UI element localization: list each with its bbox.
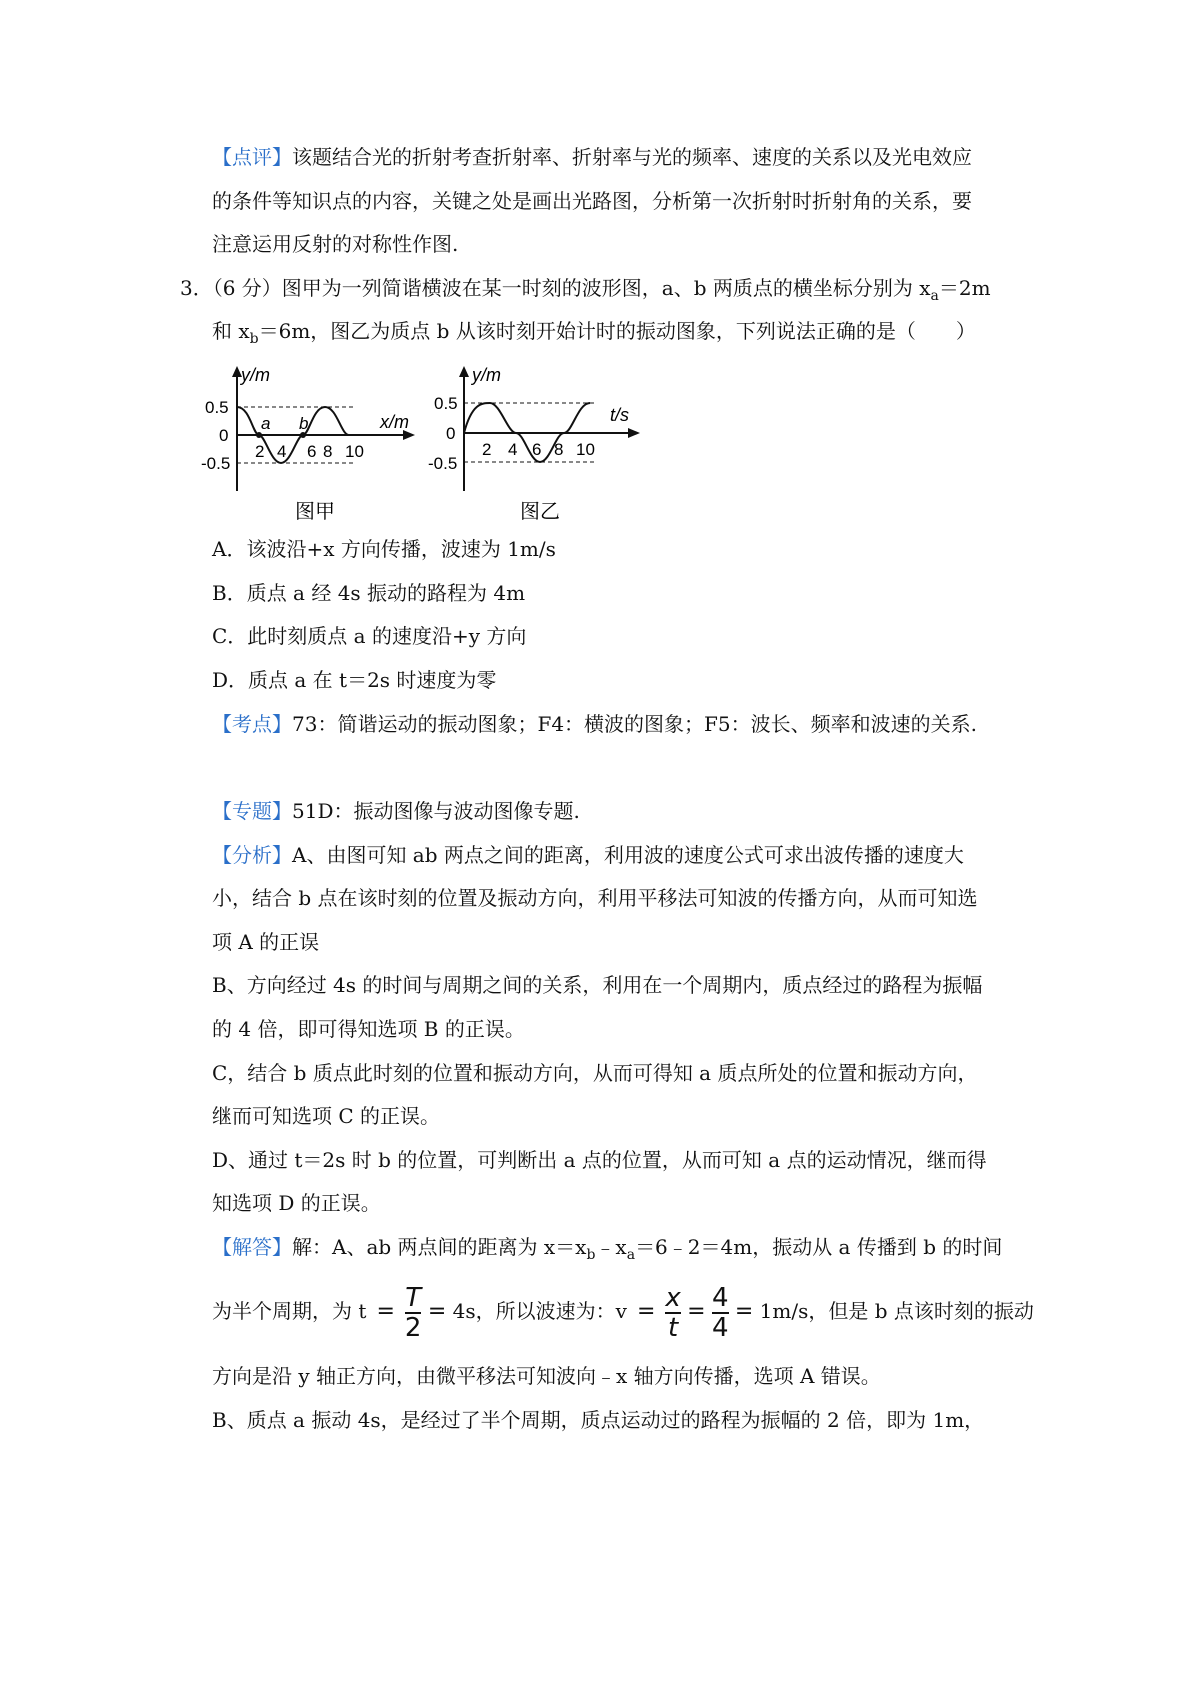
equals-sign: = <box>633 1299 660 1324</box>
fenxi-line-6: C，结合 b 质点此时刻的位置和振动方向，从而可得知 a 质点所处的位置和振动方向， <box>212 1061 978 1085</box>
jieda-text-1c: ＝6﹣2＝4m，振动从 a 传播到 b 的时间 <box>635 1235 1003 1259</box>
question-text-1a: 3．（6 分）图甲为一列简谐横波在某一时刻的波形图，a、b 两质点的横坐标分别为 x <box>180 276 931 300</box>
jieda-text-1b: ﹣x <box>595 1235 627 1259</box>
jieda-sub-a: a <box>626 1247 636 1263</box>
question-text-2a: 和 x <box>212 319 250 343</box>
question-text-1b: ＝2m <box>938 276 991 300</box>
fenxi-line-4: B、方向经过 4s 的时间与周期之间的关系，利用在一个周期内，质点经过的路程为振幅 <box>212 973 983 997</box>
yi-y-arrow <box>459 366 469 377</box>
pingyu-line-3: 注意运用反射的对称性作图. <box>212 232 459 256</box>
kaodian-tag: 【考点】 <box>212 712 292 736</box>
jia-ytick-top: 0.5 <box>205 398 229 417</box>
yi-xtick-10: 10 <box>576 440 595 459</box>
pingyu-line-1 <box>212 145 972 169</box>
jieda-text-2b: 4s，所以波速为：v <box>452 1299 627 1323</box>
zhuanti-text: 51D：振动图像与波动图像专题. <box>292 799 580 823</box>
jia-ytick-zero: 0 <box>219 426 229 445</box>
option-d: D．质点 a 在 t＝2s 时速度为零 <box>212 668 497 692</box>
frac2-denominator: t <box>665 1312 680 1342</box>
pingyu-tag: 【点评】 <box>212 145 292 169</box>
jieda-tag: 【解答】 <box>212 1235 292 1259</box>
zhuanti-line <box>212 799 580 823</box>
fenxi-line-9: 知选项 D 的正误。 <box>212 1191 381 1215</box>
fenxi-tag: 【分析】 <box>212 843 292 867</box>
fenxi-line-5: 的 4 倍，即可得知选项 B 的正误。 <box>212 1017 525 1041</box>
jia-x-label: x/m <box>380 412 409 432</box>
option-c: C．此时刻质点 a 的速度沿+y 方向 <box>212 624 527 648</box>
frac1-denominator: 2 <box>404 1312 422 1343</box>
figure-jia <box>195 363 435 528</box>
jia-xtick-4: 4 <box>277 442 287 461</box>
jieda-sub-b: b <box>586 1247 596 1263</box>
subscript-b: b <box>249 331 259 347</box>
frac2-numerator: x <box>665 1282 681 1313</box>
question-line-2 <box>212 319 976 351</box>
figure-yi <box>420 363 650 528</box>
jia-ytick-bottom: -0.5 <box>201 454 231 473</box>
yi-xtick-6: 6 <box>532 440 542 459</box>
fraction-t-over-2 <box>405 1284 422 1342</box>
option-b: B．质点 a 经 4s 振动的路程为 4m <box>212 581 526 605</box>
jia-label-a: a <box>261 414 271 433</box>
yi-y-label: y/m <box>472 365 501 385</box>
jieda-line-2 <box>212 1278 1034 1345</box>
question-line-1 <box>180 276 991 308</box>
jieda-text-2c: 1m/s，但是 b 点该时刻的振动 <box>759 1299 1034 1323</box>
option-a: A．该波沿+x 方向传播，波速为 1m/s <box>212 537 556 561</box>
yi-x-arrow <box>628 428 640 438</box>
fenxi-line-1 <box>212 843 964 867</box>
jia-label-b: b <box>299 414 309 433</box>
jieda-text-1a: 解：A、ab 两点间的距离为 x＝x <box>292 1235 587 1259</box>
equals-sign: = <box>427 1299 447 1324</box>
frac3-numerator: 4 <box>711 1282 729 1313</box>
fraction-4-over-4 <box>712 1284 729 1342</box>
fenxi-line-7: 继而可知选项 C 的正误。 <box>212 1104 441 1128</box>
frac1-numerator: T <box>405 1282 422 1313</box>
yi-xtick-2: 2 <box>482 440 492 459</box>
jia-xtick-2: 2 <box>255 442 265 461</box>
yi-x-label: t/s <box>610 405 630 425</box>
yi-caption: 图乙 <box>520 501 560 523</box>
fraction-x-over-t <box>665 1284 680 1342</box>
jieda-text-2a: 为半个周期，为 t <box>212 1299 367 1323</box>
subscript-a: a <box>930 288 939 304</box>
fenxi-line-2: 小，结合 b 点在该时刻的位置及振动方向，利用平移法可知波的传播方向，从而可知选 <box>212 886 978 910</box>
fenxi-line-3: 项 A 的正误 <box>212 930 320 954</box>
equals-sign: = <box>687 1299 706 1324</box>
zhuanti-tag: 【专题】 <box>212 799 292 823</box>
frac3-denominator: 4 <box>711 1312 729 1343</box>
yi-ytick-bottom: -0.5 <box>428 454 458 473</box>
kaodian-text: 73：简谐运动的振动图象；F4：横波的图象；F5：波长、频率和波速的关系. <box>292 712 978 736</box>
jia-y-label: y/m <box>241 365 270 385</box>
equals-sign: = <box>734 1299 754 1324</box>
equals-sign: = <box>372 1299 399 1324</box>
jieda-line-3: 方向是沿 y 轴正方向，由微平移法可知波向﹣x 轴方向传播，选项 A 错误。 <box>212 1364 881 1388</box>
kaodian-line <box>212 712 977 736</box>
jieda-line-1 <box>212 1235 1002 1267</box>
jia-xtick-8: 8 <box>323 442 333 461</box>
pingyu-text-1: 该题结合光的折射考查折射率、折射率与光的频率、速度的关系以及光电效应 <box>292 145 972 169</box>
question-text-2b: ＝6m，图乙为质点 b 从该时刻开始计时的振动图象，下列说法正确的是（ ） <box>258 319 976 343</box>
yi-ytick-top: 0.5 <box>434 394 458 413</box>
jia-xtick-10: 10 <box>345 442 364 461</box>
yi-xtick-8: 8 <box>554 440 564 459</box>
yi-ytick-zero: 0 <box>446 424 456 443</box>
pingyu-line-2: 的条件等知识点的内容，关键之处是画出光路图，分析第一次折射时折射角的关系，要 <box>212 189 972 213</box>
jia-caption: 图甲 <box>295 501 335 523</box>
yi-xtick-4: 4 <box>508 440 518 459</box>
fenxi-text-1: A、由图可知 ab 两点之间的距离，利用波的速度公式可求出波传播的速度大 <box>292 843 964 867</box>
fenxi-line-8: D、通过 t＝2s 时 b 的位置，可判断出 a 点的位置，从而可知 a 点的运动情况，继而得 <box>212 1148 987 1172</box>
jieda-line-4: B、质点 a 振动 4s，是经过了半个周期，质点运动过的路程为振幅的 2 倍，即为 1m， <box>212 1408 985 1432</box>
jia-xtick-6: 6 <box>307 442 317 461</box>
